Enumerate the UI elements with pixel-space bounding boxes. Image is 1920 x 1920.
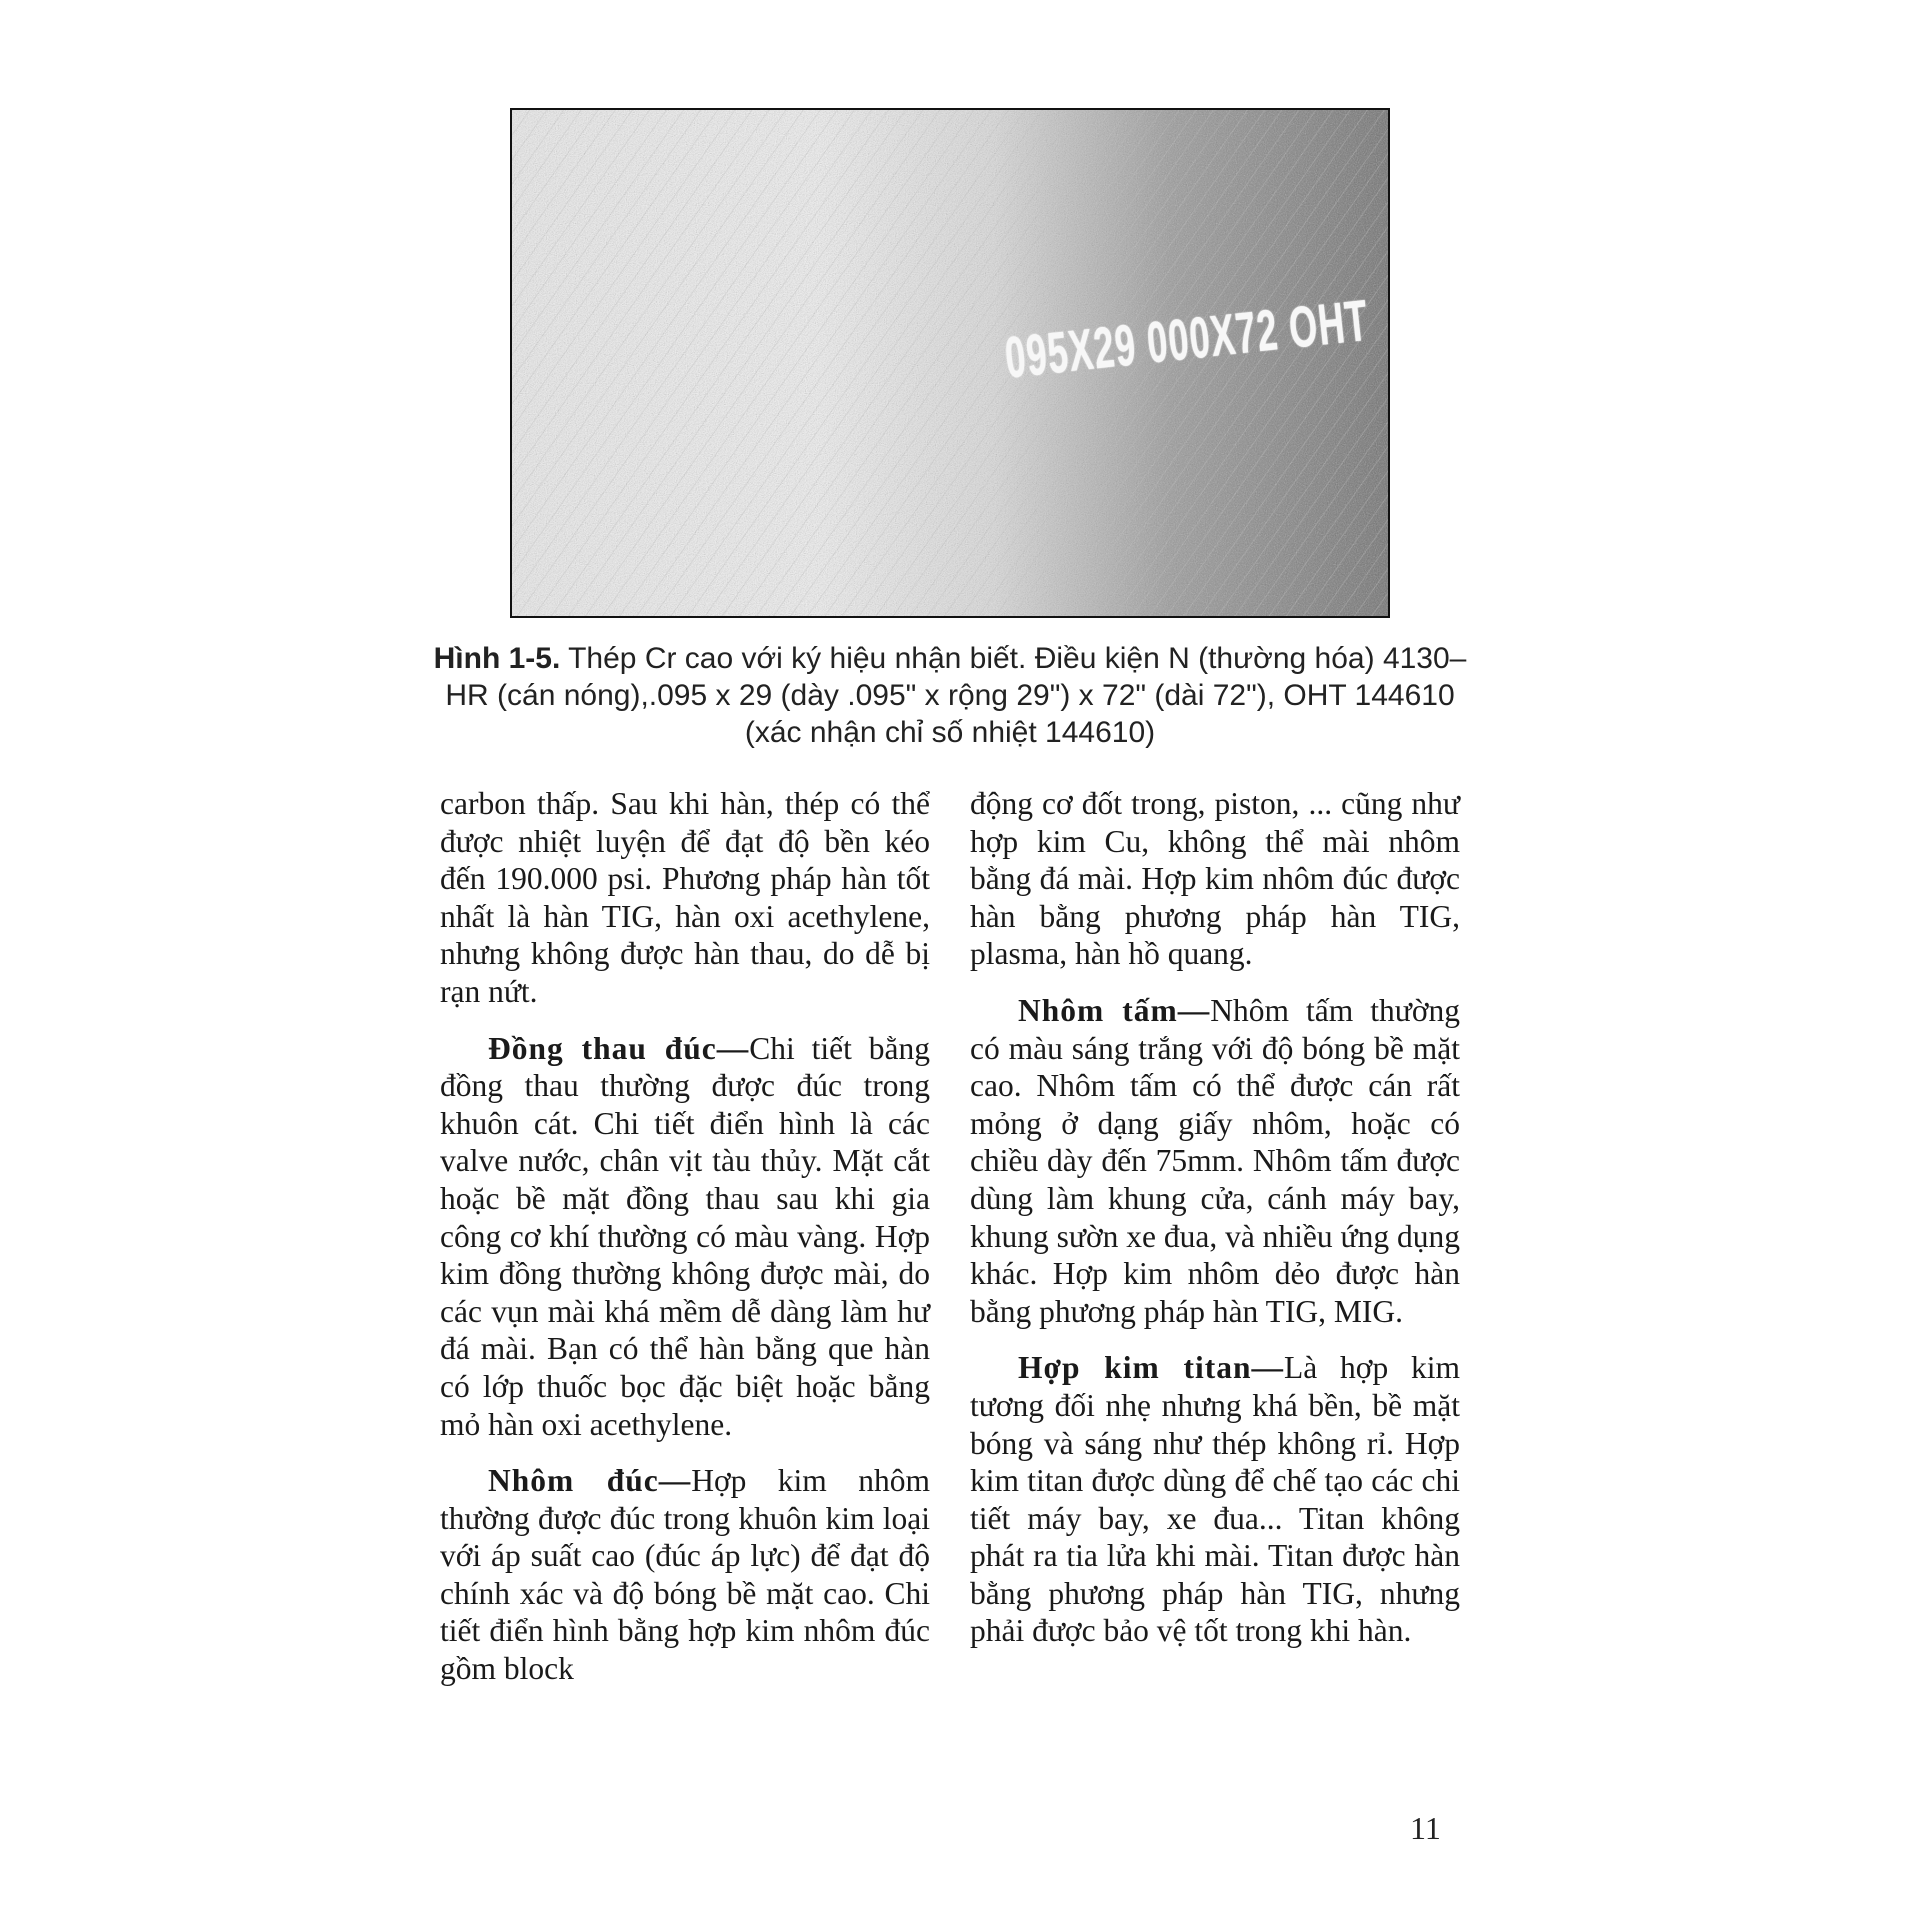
paragraph-continued: động cơ đốt trong, piston, ... cũng như hợp kim Cu, không thể mài nhôm bằng đá mài. Hợp kim nhôm đúc được hàn bằng phương pháp hàn TIG, plasma, hàn hồ quang. <box>970 786 1460 972</box>
paragraph-hop-kim-titan <box>970 1349 1460 1650</box>
page-number: 11 <box>1410 1810 1441 1846</box>
caption-label: Hình 1-5. <box>433 642 561 675</box>
paragraph-body: Chi tiết bằng đồng thau thường được đúc trong khuôn cát. Chi tiết điển hình là các valve nước, chân vịt tàu thủy. Mặt cắt hoặc bề mặt đồng thau sau khi gia công cơ khí thường có màu vàng. Hợp kim đồng thường không được mài, do các vụn mài khá mềm dễ dàng làm hư đá mài. Bạn có thể hàn bằng que hàn có lớp thuốc bọc đặc biệt hoặc bằng mỏ hàn oxi acethylene. <box>440 1030 930 1442</box>
figure-photo-steel-plate <box>510 108 1390 618</box>
paragraph-body: Là hợp kim tương đối nhẹ nhưng khá bền, bề mặt bóng và sáng như thép không rỉ. Hợp kim titan được dùng để chế tạo các chi tiết máy bay, xe đua... Titan không phát ra tia lửa khi mài. Titan được hàn bằng phương pháp hàn TIG, nhưng phải được bảo vệ tốt trong khi hàn. <box>970 1350 1460 1649</box>
left-column <box>440 785 930 1707</box>
paragraph-body: Nhôm tấm thường có màu sáng trắng với độ bóng bề mặt cao. Nhôm tấm có thể được cán rất mỏng ở dạng giấy nhôm, hoặc có chiều dày đến 75mm. Nhôm tấm được dùng làm khung cửa, cánh máy bay, khung sườn xe đua, và nhiều ứng dụng khác. Hợp kim nhôm dẻo được hàn bằng phương pháp hàn TIG, MIG. <box>970 992 1460 1329</box>
right-column <box>970 785 1460 1669</box>
caption-text: Thép Cr cao với ký hiệu nhận biết. Điều kiện N (thường hóa) 4130–HR (cán nóng),.095 x 29 (dày .095" x rộng 29") x 72" (dài 72"), OHT 144610 (xác nhận chỉ số nhiệt 144610) <box>445 642 1467 749</box>
heat-number-stamp: 095X29 000X72 OHT <box>1002 287 1372 391</box>
paragraph-dong-thau-duc <box>440 1030 930 1444</box>
section-heading: Hợp kim titan— <box>1018 1350 1285 1386</box>
paragraph-continued: carbon thấp. Sau khi hàn, thép có thể được nhiệt luyện để đạt độ bền kéo đến 190.000 psi. Phương pháp hàn tốt nhất là hàn TIG, hàn oxi acethylene, nhưng không được hàn thau, do dễ bị rạn nứt. <box>440 786 930 1009</box>
paragraph-body: Hợp kim nhôm thường được đúc trong khuôn kim loại với áp suất cao (đúc áp lực) để đạt độ chính xác và độ bóng bề mặt cao. Chi tiết điển hình bằng hợp kim nhôm đúc gồm block <box>440 1463 930 1687</box>
section-heading: Nhôm đúc— <box>488 1463 692 1499</box>
section-heading: Đồng thau đúc— <box>488 1030 750 1066</box>
paragraph-nhom-duc <box>440 1462 930 1688</box>
section-heading: Nhôm tấm— <box>1018 992 1211 1028</box>
paragraph-nhom-tam <box>970 992 1460 1330</box>
figure-caption <box>430 640 1470 751</box>
